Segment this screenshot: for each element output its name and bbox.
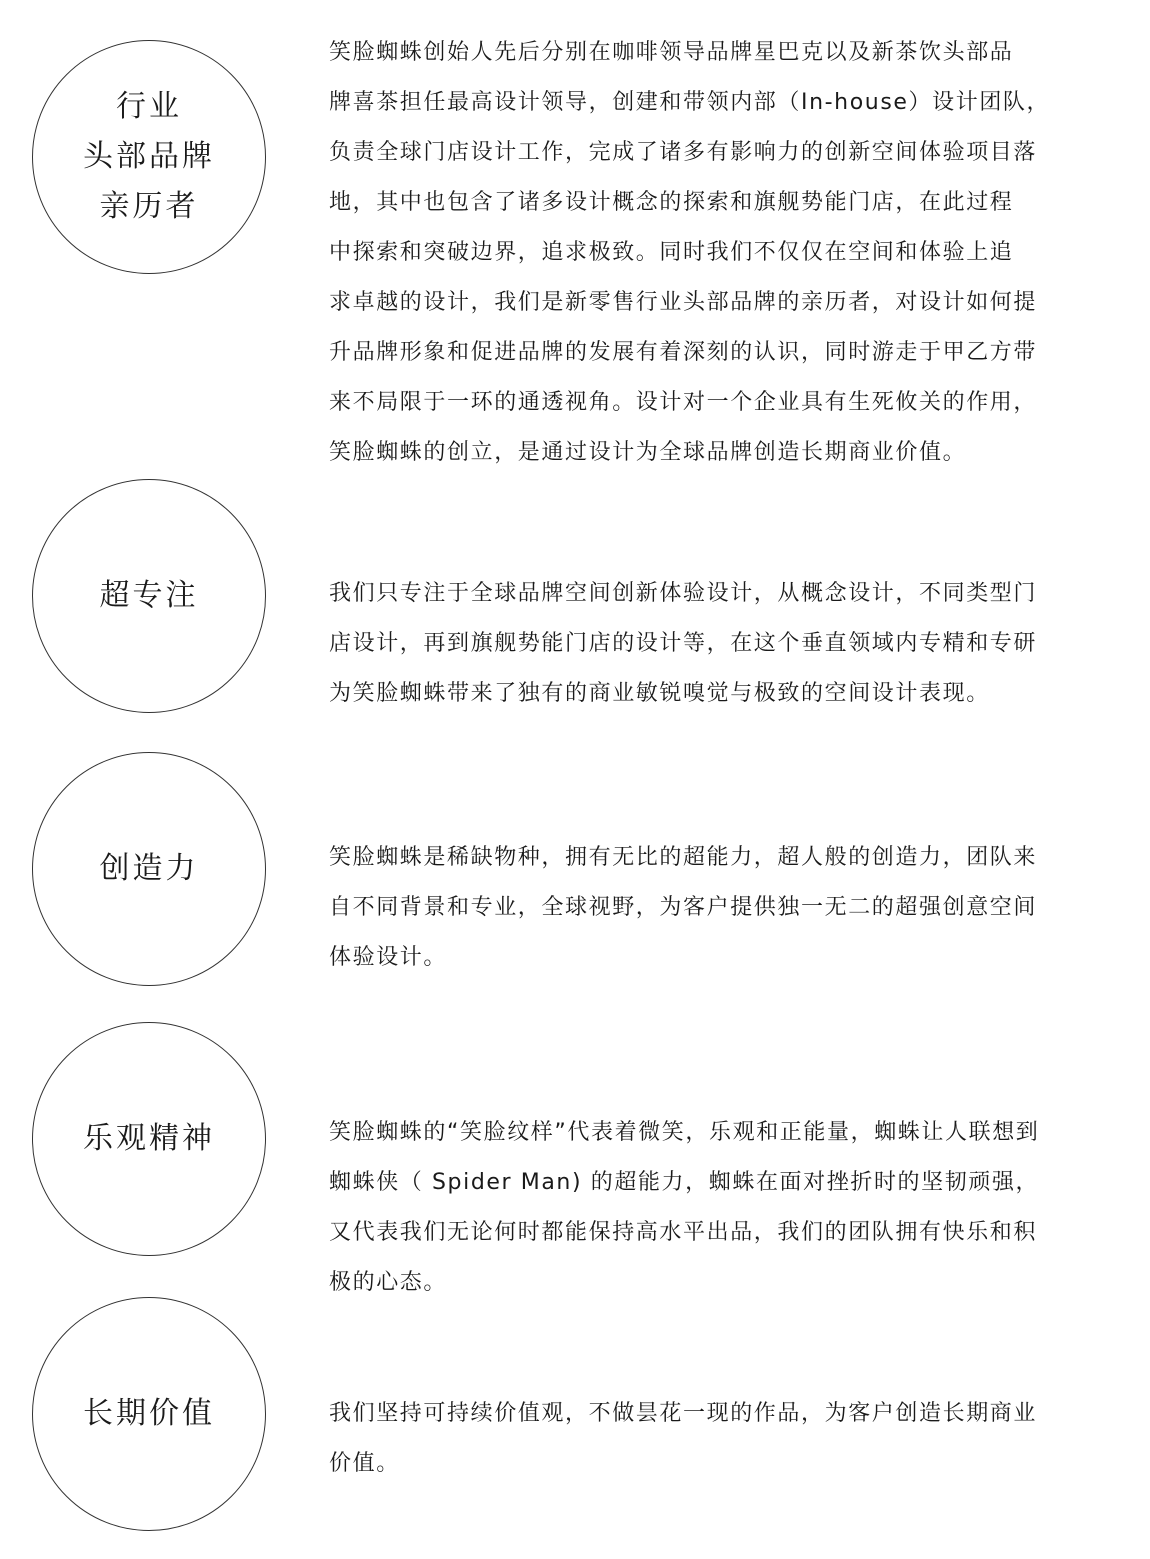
description-line: 自不同背景和专业，全球视野，为客户提供独一无二的超强创意空间 (329, 895, 1038, 920)
description (329, 569, 1091, 719)
description (329, 1108, 1091, 1308)
description-line: 来不局限于一环的通透视角。设计对一个企业具有生死攸关的作用， (329, 390, 1038, 415)
description-line: 我们坚持可持续价值观，不做昙花一现的作品，为客户创造长期商业 (329, 1401, 1038, 1426)
title-line: 行业 (116, 89, 182, 124)
description-line: 价值。 (329, 1451, 400, 1476)
description-line: 地，其中也包含了诸多设计概念的探索和旗舰势能门店，在此过程 (329, 190, 1014, 215)
description-line: 极的心态。 (329, 1270, 448, 1295)
title-line: 乐观精神 (83, 1121, 215, 1156)
title-line: 长期价值 (83, 1396, 215, 1431)
description-line: 又代表我们无论何时都能保持高水平出品，我们的团队拥有快乐和积 (329, 1220, 1038, 1245)
title-line: 头部品牌 (83, 139, 215, 174)
description-line: 笑脸蜘蛛创始人先后分别在咖啡领导品牌星巴克以及新茶饮头部品 (329, 40, 1014, 65)
description (329, 833, 1091, 983)
description-line: 负责全球门店设计工作，完成了诸多有影响力的创新空间体验项目落 (329, 140, 1038, 165)
description-line: 店设计，再到旗舰势能门店的设计等，在这个垂直领域内专精和专研 (329, 631, 1038, 656)
description-line: 笑脸蜘蛛的创立，是通过设计为全球品牌创造长期商业价值。 (329, 440, 967, 465)
description (329, 28, 1091, 478)
description-line: 我们只专注于全球品牌空间创新体验设计，从概念设计，不同类型门 (329, 581, 1038, 606)
title-circle (32, 479, 266, 713)
description-line: 牌喜茶担任最高设计领导，创建和带领内部（In-house）设计团队， (329, 90, 1051, 115)
description (329, 1389, 1091, 1489)
description-line: 中探索和突破边界，追求极致。同时我们不仅仅在空间和体验上追 (329, 240, 1014, 265)
description-line: 笑脸蜘蛛的“笑脸纹样”代表着微笑，乐观和正能量，蜘蛛让人联想到 (329, 1120, 1040, 1145)
title-circle (32, 1022, 266, 1256)
title-line: 创造力 (99, 851, 199, 886)
description-line: 升品牌形象和促进品牌的发展有着深刻的认识，同时游走于甲乙方带 (329, 340, 1038, 365)
description-line: 蜘蛛侠（ Spider Man) 的超能力，蜘蛛在面对挫折时的坚韧顽强， (329, 1170, 1040, 1195)
title-line: 超专注 (99, 578, 199, 613)
description-line: 体验设计。 (329, 945, 448, 970)
description-line: 笑脸蜘蛛是稀缺物种，拥有无比的超能力，超人般的创造力，团队来 (329, 845, 1038, 870)
title-circle (32, 752, 266, 986)
description-line: 求卓越的设计，我们是新零售行业头部品牌的亲历者，对设计如何提 (329, 290, 1038, 315)
title-circle (32, 1297, 266, 1531)
title-circle (32, 40, 266, 274)
description-line: 为笑脸蜘蛛带来了独有的商业敏锐嗅觉与极致的空间设计表现。 (329, 681, 990, 706)
title-line: 亲历者 (99, 189, 199, 224)
